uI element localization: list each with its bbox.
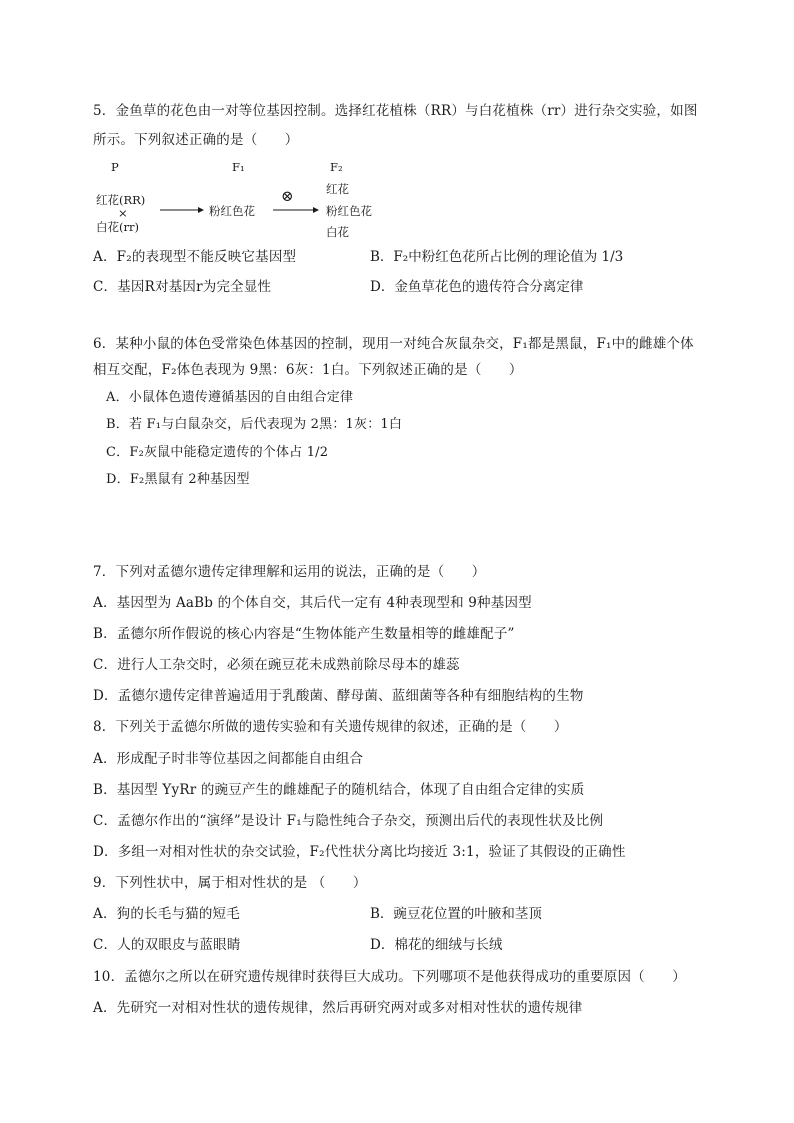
q5-option-b: B．F₂中粉红色花所占比例的理论值为 1/3 — [370, 249, 624, 265]
diagram-f2-pink: 粉红色花 — [326, 204, 372, 218]
diagram-arrow-2-icon — [273, 205, 319, 215]
q7-option-b: B．孟德尔所作假说的核心内容是“生物体能产生数量相等的雌雄配子” — [93, 626, 515, 642]
diagram-label-f1: F₁ — [232, 160, 245, 174]
diagram-selfing-symbol: ⊗ — [281, 187, 294, 205]
q7-option-d: D．孟德尔遗传定律普遍适用于乳酸菌、酵母菌、蓝细菌等各种有细胞结构的生物 — [93, 688, 584, 704]
diagram-f2-red: 红花 — [326, 182, 349, 196]
diagram-cross-symbol: × — [118, 206, 128, 220]
q6-option-a: A．小鼠体色遗传遵循基因的自由组合定律 — [106, 390, 354, 405]
q8-stem: 8．下列关于孟德尔所做的遗传实验和有关遗传规律的叙述，正确的是（ ） — [93, 719, 568, 735]
q9-option-a: A．狗的长毛与猫的短毛 — [93, 906, 240, 922]
diagram-f2-white: 白花 — [326, 225, 349, 239]
q5-option-d: D．金鱼草花色的遗传符合分离定律 — [370, 279, 584, 295]
q9-stem: 9．下列性状中，属于相对性状的是 （ ） — [93, 875, 367, 891]
diagram-label-f2: F₂ — [330, 160, 343, 174]
q10-stem: 10．孟德尔之所以在研究遗传规律时获得巨大成功。下列哪项不是他获得成功的重要原因（ ） — [93, 969, 686, 985]
q7-option-a: A．基因型为 AaBb 的个体自交，其后代一定有 4种表现型和 9种基因型 — [93, 595, 532, 611]
q8-option-c: C．孟德尔作出的“演绎”是设计 F₁与隐性纯合子杂交，预测出后代的表现性状及比例 — [93, 813, 604, 829]
q6-stem-line1: 6．某种小鼠的体色受常染色体基因的控制，现用一对纯合灰鼠杂交，F₁都是黑鼠，F₁中的雌雄个体 — [93, 336, 694, 352]
q6-option-d: D．F₂黑鼠有 2种基因型 — [106, 472, 250, 487]
diagram-parent-white: 白花(rr) — [96, 220, 139, 234]
q9-option-d: D．棉花的细绒与长绒 — [370, 937, 503, 953]
diagram-parent-red: 红花(RR) — [96, 193, 146, 207]
q6-option-c: C．F₂灰鼠中能稳定遗传的个体占 1/2 — [106, 445, 329, 460]
diagram-f1-phenotype: 粉红色花 — [209, 204, 255, 218]
q5-option-a: A．F₂的表现型不能反映它基因型 — [93, 249, 297, 265]
q8-option-a: A．形成配子时非等位基因之间都能自由组合 — [93, 751, 364, 767]
q6-stem-line2: 相互交配，F₂体色表现为 9黑：6灰：1白。下列叙述正确的是（ ） — [93, 362, 523, 378]
q9-option-c: C．人的双眼皮与蓝眼睛 — [93, 937, 241, 953]
q7-stem: 7．下列对孟德尔遗传定律理解和运用的说法，正确的是（ ） — [93, 564, 486, 580]
q5-stem-line1: 5．金鱼草的花色由一对等位基因控制。选择红花植株（RR）与白花植株（rr）进行杂交实验，如图 — [93, 103, 698, 119]
q6-option-b: B．若 F₁与白鼠杂交，后代表现为 2黑：1灰：1白 — [106, 417, 403, 432]
q9-option-b: B．豌豆花位置的叶腋和茎顶 — [370, 906, 542, 922]
q10-option-a: A．先研究一对相对性状的遗传规律，然后再研究两对或多对相对性状的遗传规律 — [93, 1000, 583, 1016]
q5-stem-line2: 所示。下列叙述正确的是（ ） — [93, 132, 299, 148]
q8-option-d: D．多组一对相对性状的杂交试验，F₂代性状分离比均接近 3:1，验证了其假设的正确性 — [93, 844, 626, 860]
diagram-label-p: P — [111, 160, 119, 174]
q7-option-c: C．进行人工杂交时，必须在豌豆花未成熟前除尽母本的雄蕊 — [93, 657, 460, 673]
diagram-arrow-1-icon — [160, 205, 204, 215]
q8-option-b: B．基因型 YyRr 的豌豆产生的雌雄配子的随机结合，体现了自由组合定律的实质 — [93, 782, 585, 798]
q5-option-c: C．基因R对基因r为完全显性 — [93, 279, 272, 295]
